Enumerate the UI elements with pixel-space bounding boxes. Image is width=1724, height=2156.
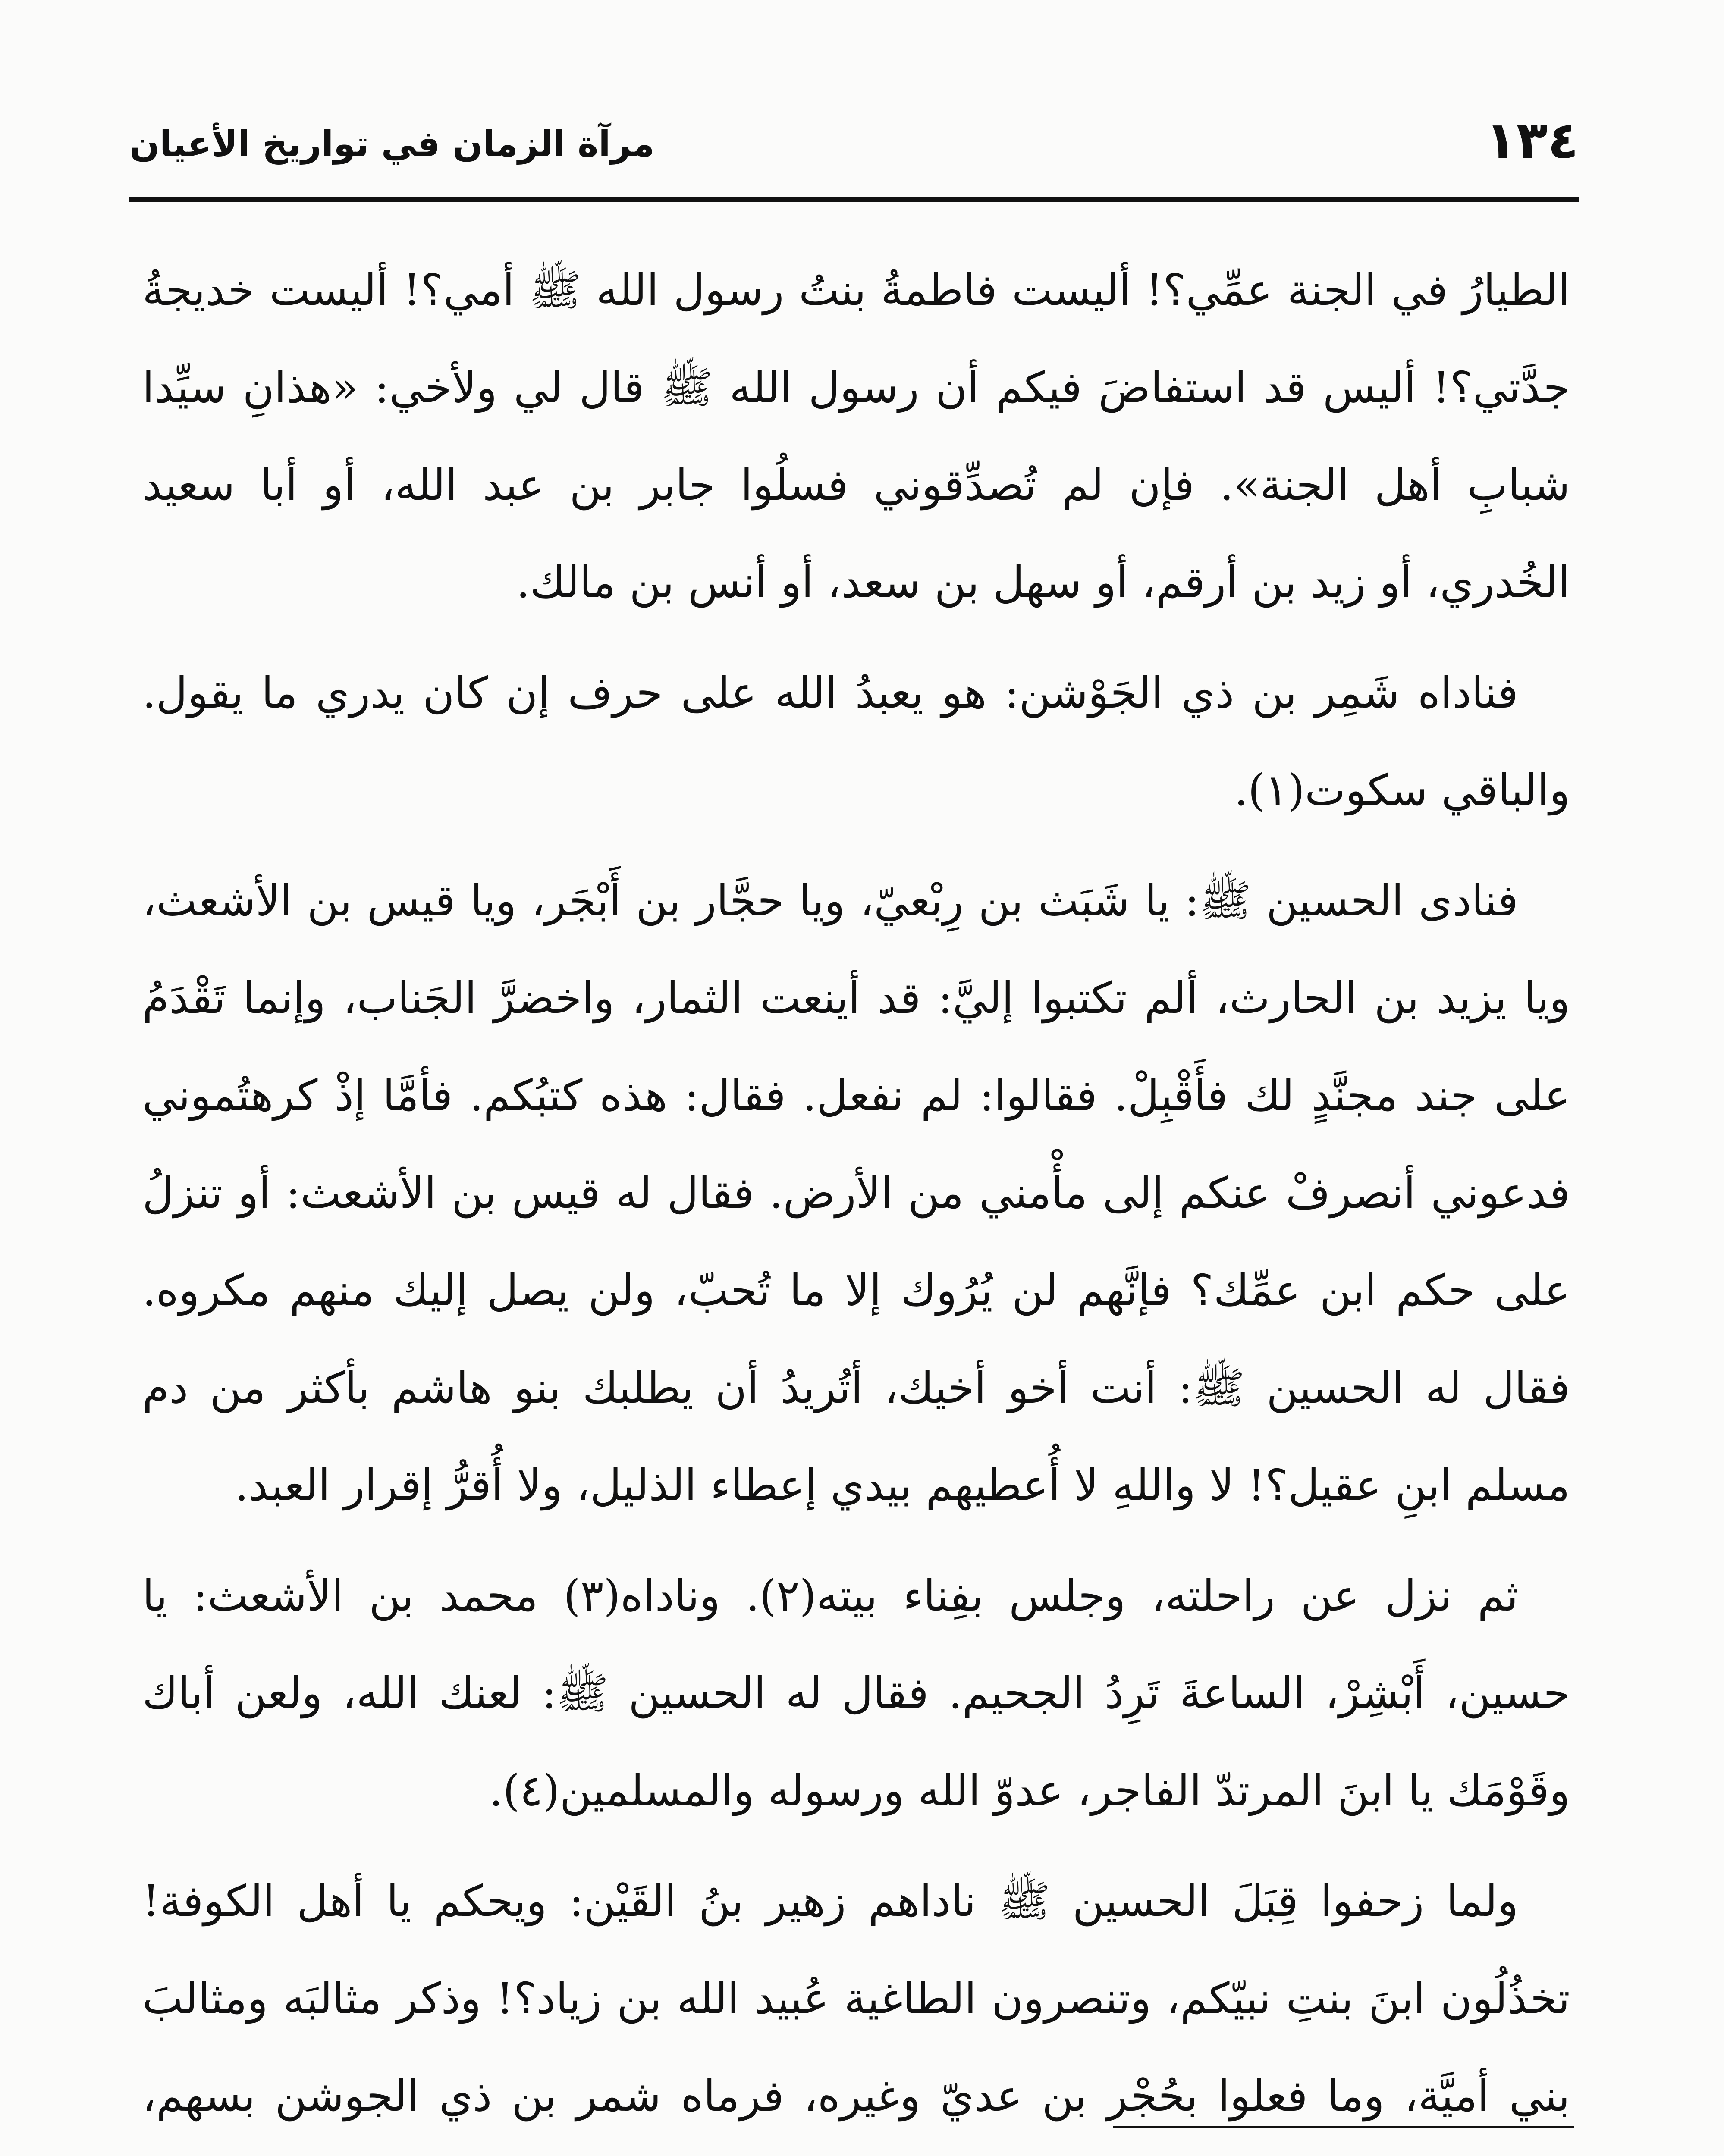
paragraph: ثم نزل عن راحلته، وجلس بفِناء بيته(٢). وناداه(٣) محمد بن الأشعث: يا حسين، أَبْشِرْ، الساعةَ تَرِدُ الجحيم. فقال له الحسين ﷺ: لعنك الله، ولعن أباك وقَوْمَك يا ابنَ المرتدّ الفاجر، عدوّ الله ورسوله والمسلمين(٤). [142,1570,1570,1816]
main-text [142,241,1570,2156]
footnotes [142,2150,1570,2156]
footnote [142,2150,1570,2156]
paragraph: الطيارُ في الجنة عمِّي؟! أليست فاطمةُ بنتُ رسول الله ﷺ أمي؟! أليست خديجةُ جدَّتي؟! أليس قد استفاضَ فيكم أن رسول الله ﷺ قال لي ولأخي: «هذانِ سيِّدا شبابِ أهل الجنة». فإن لم تُصدِّقوني فسلُوا جابر بن عبد الله، أو أبا سعيد الخُدري، أو زيد بن أرقم، أو سهل بن سعد، أو أنس بن مالك. [142,265,1570,608]
paragraph: فناداه شَمِر بن ذي الجَوْشن: هو يعبدُ الله على حرف إن كان يدري ما يقول. والباقي سكوت(١). [142,667,1570,815]
paragraph: ولما زحفوا قِبَلَ الحسين ﷺ ناداهم زهير بنُ القَيْن: ويحكم يا أهل الكوفة! تخذُلُون ابنَ بنتِ نبيّكم، وتنصرون الطاغية عُبيد الله بن زياد؟! وذكر مثالبَه ومثالبَ بني أميَّة، وما فعلوا بحُجْر بن عديّ وغيره، فرماه شمر بن ذي الجوشن بسهم، [142,1876,1570,2121]
header-rule [129,197,1579,202]
running-title: مرآة الزمان في تواريخ الأعيان [129,124,655,165]
paragraph: فنادى الحسين ﷺ: يا شَبَث بن رِبْعيّ، ويا حجَّار بن أَبْجَر، ويا قيس بن الأشعث، ويا يزيد بن الحارث، ألم تكتبوا إليَّ: قد أينعت الثمار، واخضرَّ الجَناب، وإنما تَقْدَمُ على جند مجنَّدٍ لك فأَقْبِلْ. فقالوا: لم نفعل. فقال: هذه كتبُكم. فأمَّا إذْ كرهتُموني فدعوني أنصرفْ عنكم إلى مأْمني من الأرض. فقال له قيس بن الأشعث: أو تنزلُ على حكم ابن عمِّك؟ فإنَّهم لن يُرُوك إلا ما تُحبّ، ولن يصل إليك منهم مكروه. فقال له الحسين ﷺ: أنت أخو أخيك، أتُريدُ أن يطلبك بنو هاشم بأكثر من دم مسلم ابنِ عقيل؟! لا واللهِ لا أُعطيهم بيدي إعطاء الذليل، ولا أُقرُّ إقرار العبد. [142,875,1570,1510]
footnote-separator [1113,2126,1574,2128]
page-header [129,108,1579,181]
page-number: ١٣٤ [1485,110,1579,170]
